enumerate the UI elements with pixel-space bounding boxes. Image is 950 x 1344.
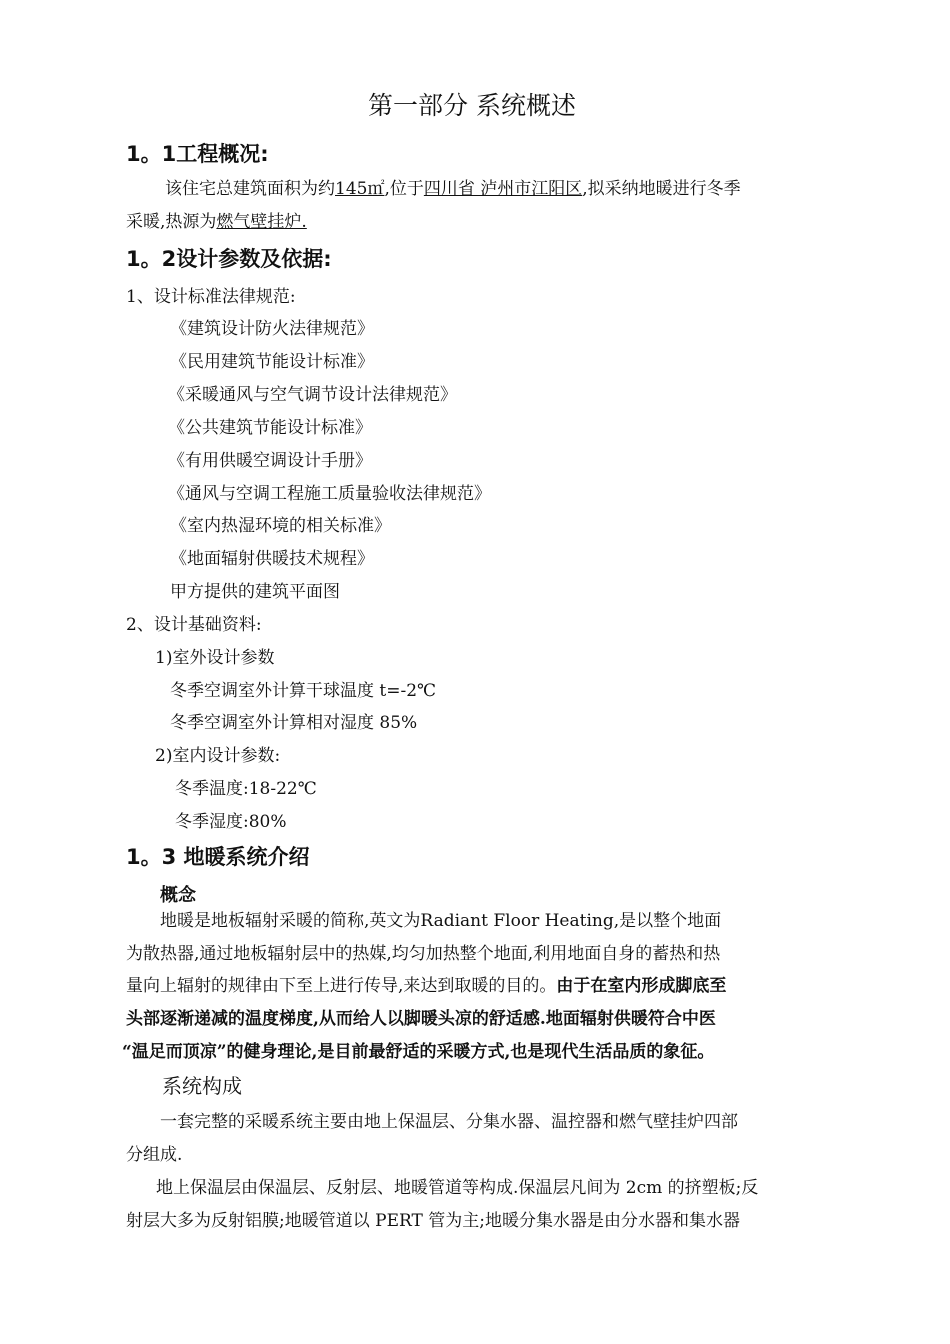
paragraph-line: 射层大多为反射铝膜;地暖管道以 PERT 管为主;地暖分集水器是由分水器和集水器 (126, 1211, 740, 1231)
paragraph-line: 地上保温层由保温层、反射层、地暖管道等构成.保温层凡间为 2cm 的挤塑板;反 (156, 1178, 759, 1198)
standard-item: 《公共建筑节能设计标准》 (168, 418, 372, 438)
parameter-line: 冬季空调室外计算干球温度 t=-2℃ (170, 681, 437, 701)
standard-item: 《室内热湿环境的相关标准》 (170, 516, 391, 536)
page-title: 第一部分 系统概述 (368, 91, 576, 120)
parameter-line: 冬季温度:18-22℃ (175, 779, 317, 799)
parameter-line: 冬季湿度:80% (175, 812, 287, 832)
section-heading-1-3: 1。3 地暖系统介绍 (126, 845, 310, 869)
location-value: 四川省 泸州市江阳区 (423, 179, 583, 199)
paragraph-line: 为散热器,通过地板辐射层中的热媒,均匀加热整个地面,利用地面自身的蓄热和热 (126, 944, 721, 964)
text-run: ,拟采纳地暖进行冬季 (582, 179, 741, 199)
section-heading-1-1: 1。1工程概况: (126, 142, 269, 166)
standard-item: 《地面辐射供暖技术规程》 (170, 549, 374, 569)
section-heading-1-2: 1。2设计参数及依据: (126, 247, 332, 271)
standard-item: 《有用供暖空调设计手册》 (168, 451, 372, 471)
heat-source-value: 燃气壁挂炉. (216, 212, 307, 232)
paragraph-line (165, 177, 741, 201)
paragraph-line: 地暖是地板辐射采暖的简称,英文为Radiant Floor Heating,是以整个地面 (160, 911, 722, 931)
paragraph-line (126, 974, 726, 998)
parameter-line: 冬季空调室外计算相对湿度 85% (170, 713, 418, 733)
standard-item: 《民用建筑节能设计标准》 (170, 352, 374, 372)
text-run: 量向上辐射的规律由下至上进行传导,来达到取暖的目的。 (126, 976, 557, 996)
paragraph-line: 分组成. (126, 1145, 183, 1165)
text-run: 该住宅总建筑面积为约 (165, 179, 335, 199)
list-item: 1、设计标准法律规范: (126, 287, 296, 307)
paragraph-line (126, 210, 307, 234)
list-item: 2、设计基础资料: (126, 615, 262, 635)
text-run: 采暖,热源为 (126, 212, 217, 232)
concept-heading: 概念 (160, 885, 196, 906)
paragraph-line: “温足而顶凉”的健身理论,是目前最舒适的采暖方式,也是现代生活品质的象征。 (122, 1042, 715, 1062)
sub-heading: 2)室内设计参数: (155, 746, 281, 766)
standard-item: 《通风与空调工程施工质量验收法律规范》 (168, 484, 491, 504)
paragraph-line: 头部逐渐递减的温度梯度,从而给人以脚暖头凉的舒适感.地面辐射供暖符合中医 (126, 1009, 716, 1029)
standard-item: 甲方提供的建筑平面图 (170, 582, 340, 602)
standard-item: 《采暖通风与空气调节设计法律规范》 (168, 385, 457, 405)
bold-text-run: 由于在室内形成脚底至 (556, 976, 727, 996)
paragraph-line: 一套完整的采暖系统主要由地上保温层、分集水器、温控器和燃气壁挂炉四部 (160, 1112, 738, 1132)
area-value: 145㎡ (335, 179, 385, 199)
sub-heading: 1)室外设计参数 (155, 648, 275, 668)
standard-item: 《建筑设计防火法律规范》 (170, 319, 374, 339)
text-run: ,位于 (384, 179, 424, 199)
system-heading: 系统构成 (162, 1074, 242, 1098)
